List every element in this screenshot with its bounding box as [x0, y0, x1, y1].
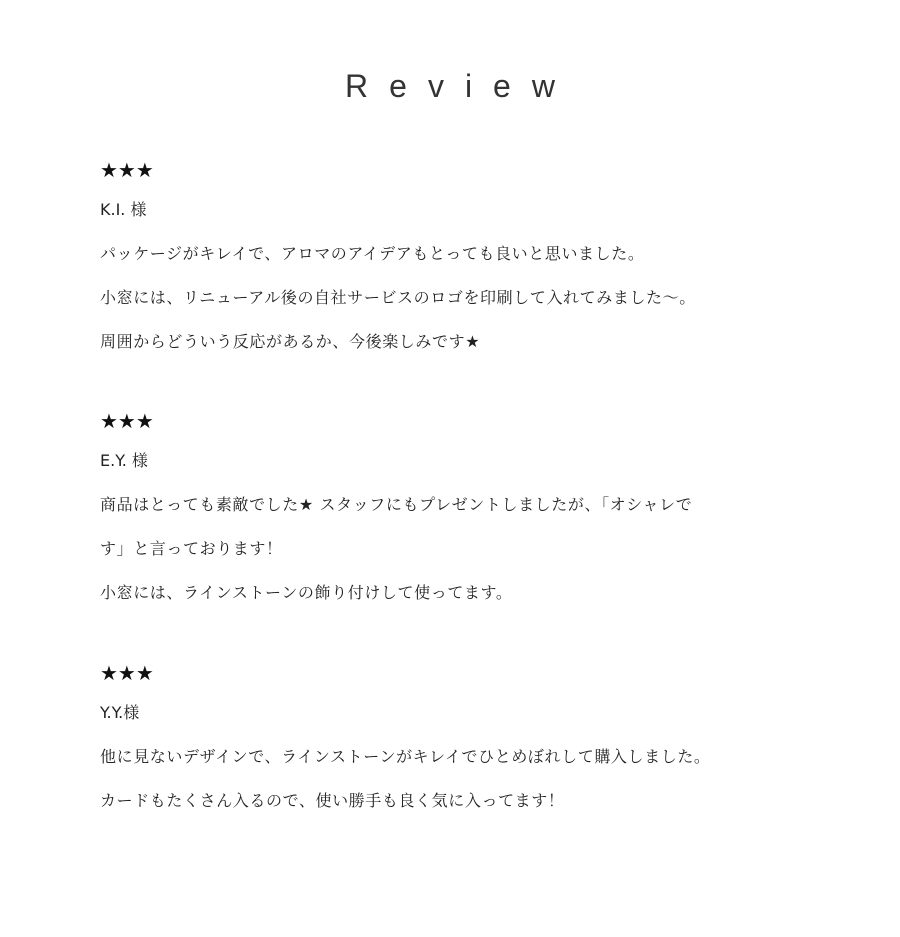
review-text-line: パッケージがキレイで、アロマのアイデアもとっても良いと思いました。	[100, 244, 645, 263]
page-title: Review	[345, 68, 576, 104]
review-body	[100, 747, 800, 811]
review-text-line: 商品はとっても素敵でした★ スタッフにもプレゼントしましたが、「オシャレで	[100, 495, 693, 514]
reviewer-name: K.I. 様	[100, 200, 147, 219]
review-text-line: 周囲からどういう反応があるか、今後楽しみです★	[100, 332, 481, 351]
star-rating: ★★★	[100, 158, 154, 182]
review-body	[100, 244, 800, 352]
review-text-line: カードもたくさん入るので、使い勝手も良く気に入ってます！	[100, 791, 565, 810]
review-text-line: 他に見ないデザインで、ラインストーンがキレイでひとめぼれして購入しました。	[100, 747, 711, 766]
reviewer-name: E.Y. 様	[100, 451, 148, 470]
star-rating: ★★★	[100, 409, 154, 433]
review-text-line: 小窓には、ラインストーンの飾り付けして使ってます。	[100, 583, 513, 602]
review-item	[100, 659, 800, 835]
review-body	[100, 495, 800, 603]
reviewer-name: Y.Y.様	[100, 703, 140, 722]
review-text-line: す」と言っております！	[100, 539, 283, 558]
review-item	[100, 156, 800, 376]
review-text-line: 小窓には、リニューアル後の自社サービスのロゴを印刷して入れてみました〜。	[100, 288, 696, 307]
star-rating: ★★★	[100, 661, 154, 685]
review-item	[100, 407, 800, 627]
